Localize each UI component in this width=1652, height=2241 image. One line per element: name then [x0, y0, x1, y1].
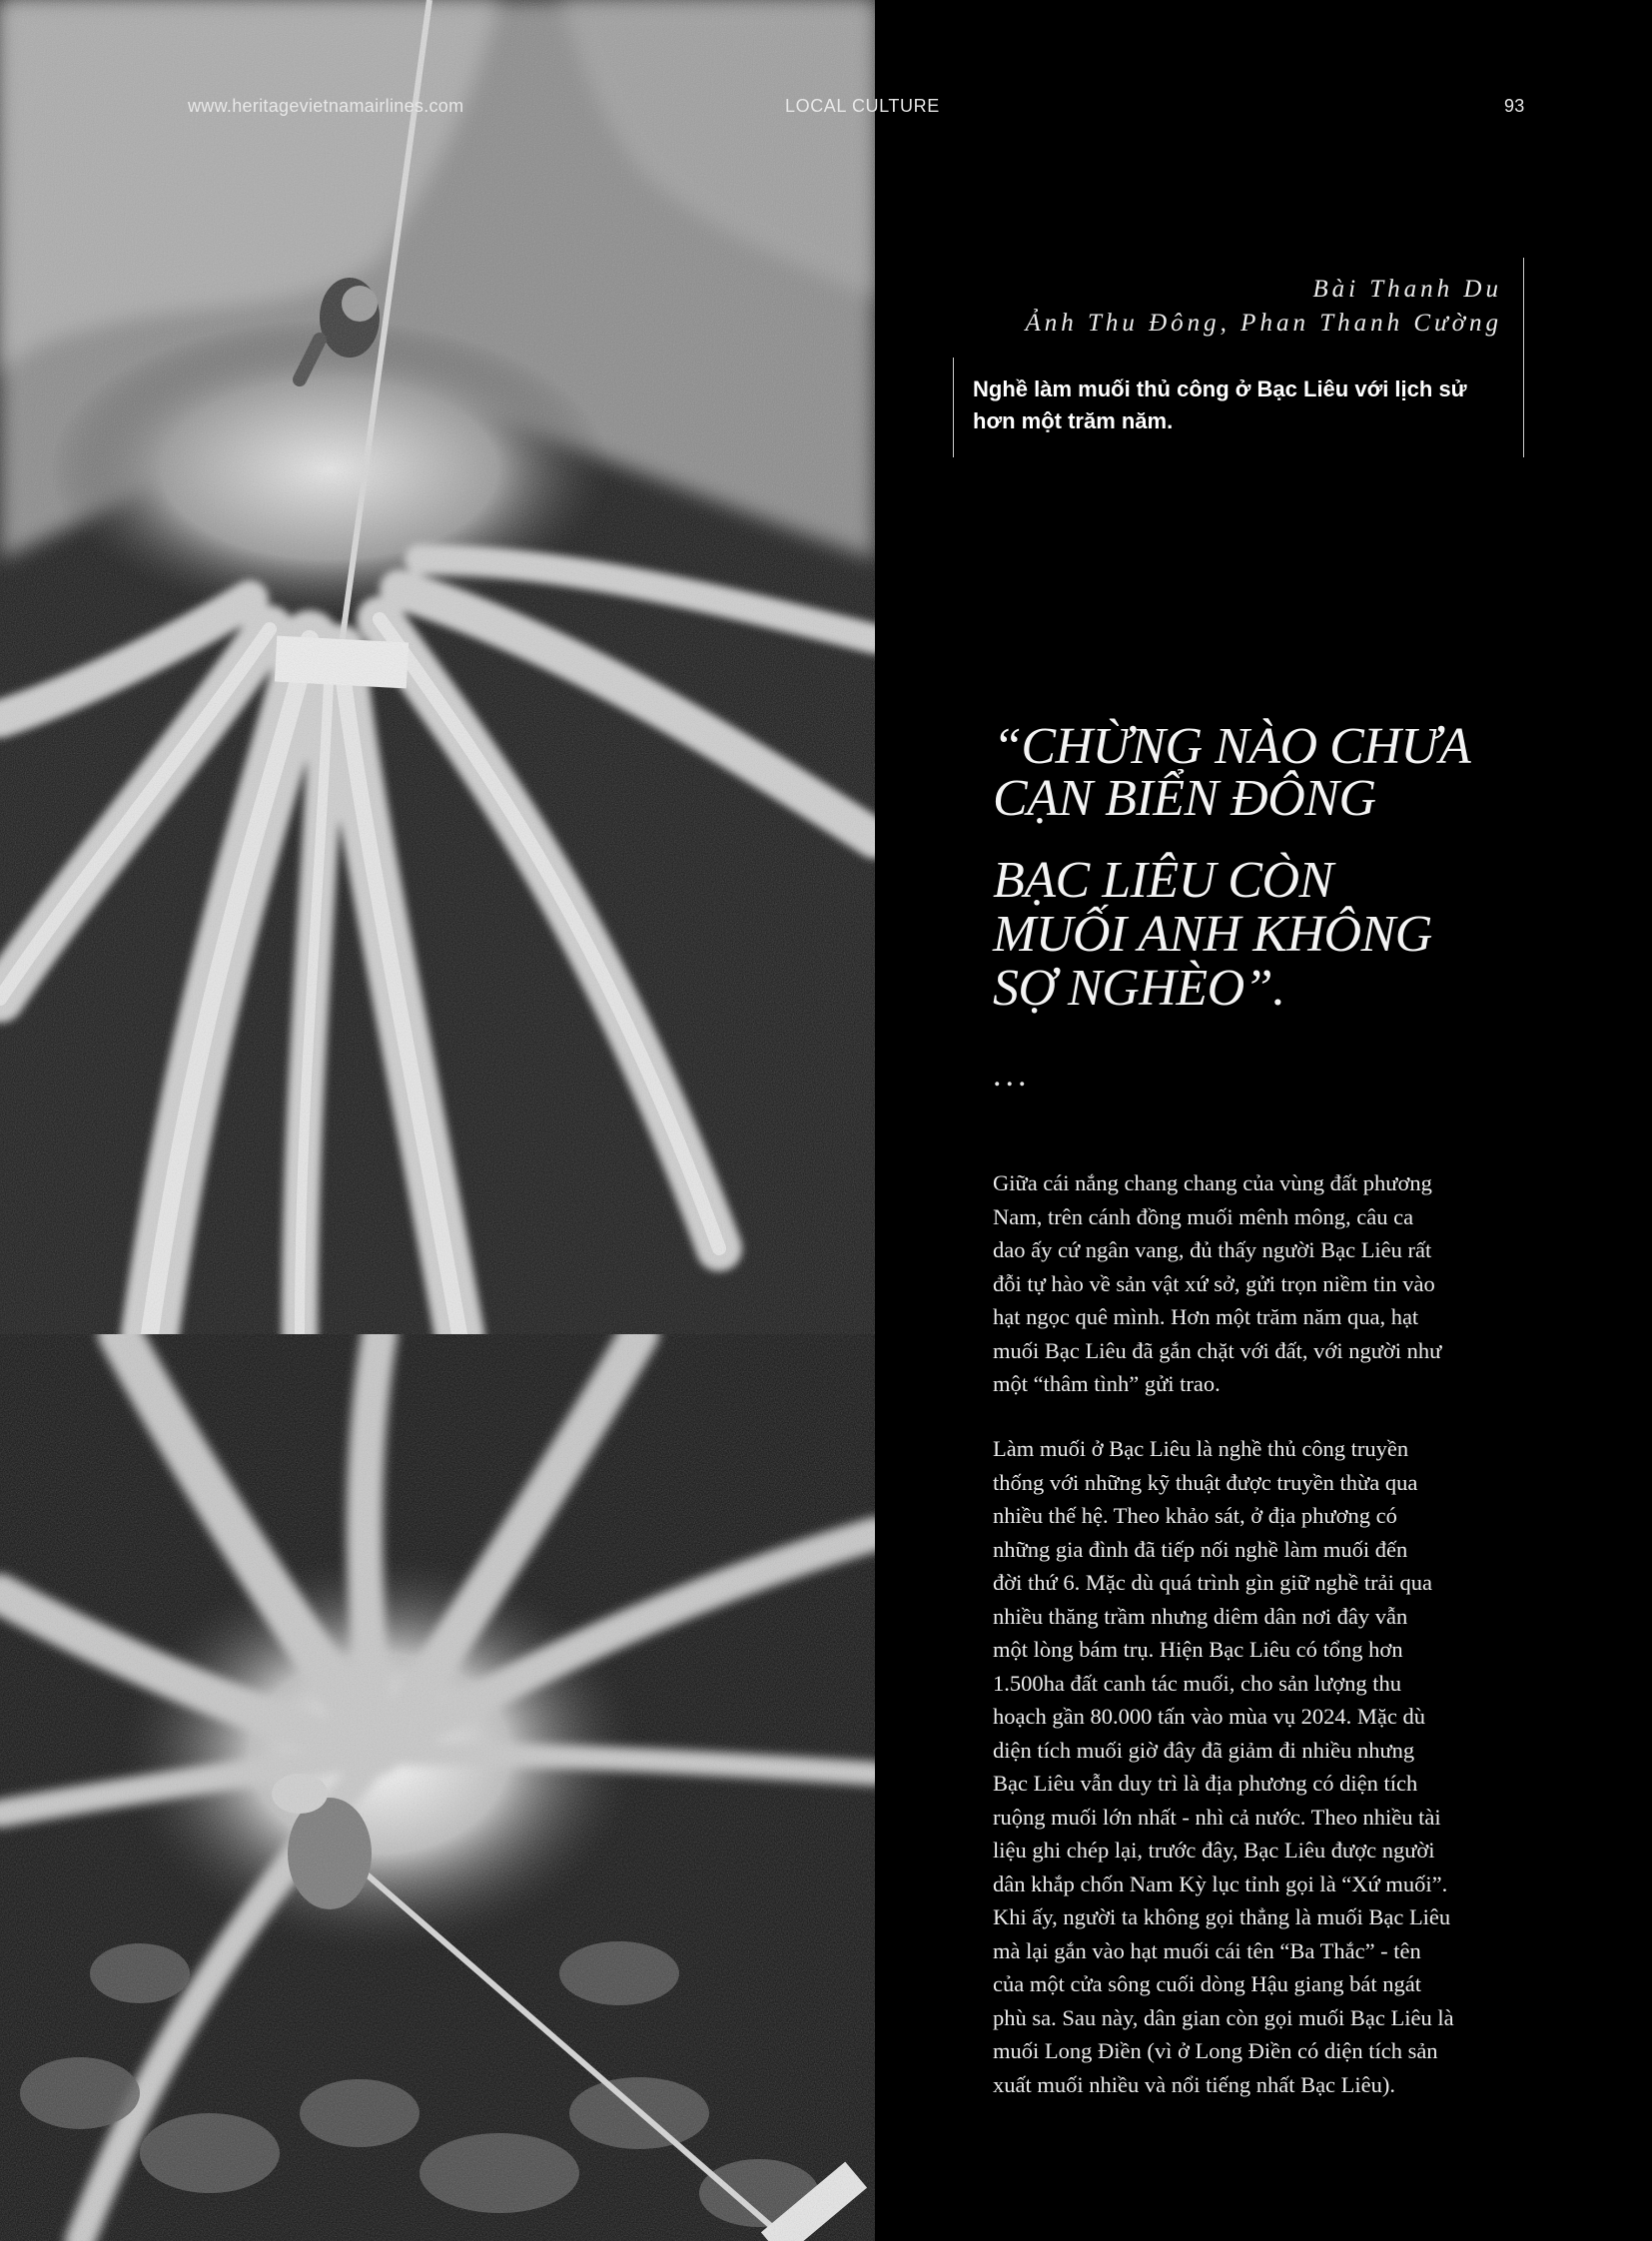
body-line: ruộng muối lớn nhất - nhì cả nước. Theo nhiều tài	[993, 1804, 1441, 1830]
standfirst-line: hơn một trăm năm.	[973, 408, 1174, 433]
body-line: Nam, trên cánh đồng muối mênh mông, câu ca	[993, 1203, 1414, 1229]
body-line: những gia đình đã tiếp nối nghề làm muối đến	[993, 1536, 1408, 1562]
pull-quote-line: BẠC LIÊU CÒN	[993, 852, 1333, 909]
salt-field-photo-bottom	[0, 1334, 875, 2241]
section-label: LOCAL CULTURE	[785, 96, 940, 116]
salt-field-photo-top	[0, 0, 875, 1334]
body-line: nhiều thăng trầm nhưng diêm dân nơi đây vẫn	[993, 1603, 1408, 1629]
body-line: Làm muối ở Bạc Liêu là nghề thủ công truyền	[993, 1436, 1409, 1461]
body-line: dao ấy cứ ngân vang, đủ thấy người Bạc Liêu rất	[993, 1237, 1432, 1262]
body-line: đời thứ 6. Mặc dù quá trình gìn giữ nghề trải qua	[993, 1570, 1432, 1595]
body-paragraph-2	[993, 1432, 1500, 2101]
page-number: 93	[1504, 96, 1525, 116]
body-paragraph-1	[993, 1166, 1500, 1401]
pull-quote-line: SỢ NGHÈO”.	[993, 960, 1285, 1017]
body-line: hạt ngọc quê mình. Hơn một trăm năm qua, hạt	[993, 1304, 1419, 1329]
body-line: 1.500ha đất canh tác muối, cho sản lượng thu	[993, 1670, 1401, 1696]
body-line: phù sa. Sau này, dân gian còn gọi muối Bạc Liêu là	[993, 2004, 1454, 2030]
body-line: thống với những kỹ thuật được truyền thừa qua	[993, 1469, 1418, 1495]
body-line: xuất muối nhiều và nổi tiếng nhất Bạc Liêu).	[993, 2071, 1396, 2097]
standfirst-line: Nghề làm muối thủ công ở Bạc Liêu với lịch sử	[973, 376, 1467, 401]
pull-quote-ellipsis: ...	[993, 1057, 1031, 1094]
pull-quote-line: “CHỪNG NÀO CHƯA	[993, 718, 1471, 775]
pull-quote-line: CẠN BIỂN ĐÔNG	[993, 770, 1376, 827]
body-line: mà lại gắn vào hạt muối cái tên “Ba Thắc” - tên	[993, 1937, 1421, 1963]
site-url[interactable]: www.heritagevietnamairlines.com	[188, 96, 464, 116]
body-line: nhiều thế hệ. Theo khảo sát, ở địa phương có	[993, 1503, 1397, 1528]
body-line: một lòng bám trụ. Hiện Bạc Liêu có tổng hơn	[993, 1637, 1403, 1662]
standfirst	[973, 374, 1492, 437]
body-line: hoạch gần 80.000 tấn vào mùa vụ 2024. Mặc dù	[993, 1704, 1426, 1729]
body-line: một “thâm tình” gửi trao.	[993, 1371, 1221, 1396]
body-line: đỗi tự hào về sản vật xứ sở, gửi trọn niềm tin vào	[993, 1270, 1435, 1296]
box-rule-right	[1523, 258, 1524, 457]
body-line: muối Long Điền (vì ở Long Điền có diện tích sản	[993, 2038, 1438, 2063]
body-line: muối Bạc Liêu đã gắn chặt với đất, với người như	[993, 1337, 1442, 1363]
body-line: của một cửa sông cuối dòng Hậu giang bát ngát	[993, 1971, 1421, 1996]
byline-photo-credit: Ảnh Thu Đông, Phan Thanh Cường	[1025, 310, 1502, 337]
body-line: liệu ghi chép lại, trước đây, Bạc Liêu được người	[993, 1838, 1435, 1863]
byline-author: Bài Thanh Du	[1312, 276, 1502, 303]
byline-box	[953, 258, 1524, 457]
body-line: Giữa cái nắng chang chang của vùng đất phương	[993, 1170, 1432, 1195]
body-line: dân khắp chốn Nam Kỳ lục tỉnh gọi là “Xứ muối”.	[993, 1870, 1448, 1896]
body-line: Khi ấy, người ta không gọi thẳng là muối Bạc Liêu	[993, 1904, 1451, 1929]
pull-quote-line: MUỐI ANH KHÔNG	[993, 906, 1432, 963]
box-rule-left	[953, 358, 954, 457]
body-line: diện tích muối giờ đây đã giảm đi nhiều nhưng	[993, 1737, 1415, 1763]
body-line: Bạc Liêu vẫn duy trì là địa phương có diện tích	[993, 1771, 1418, 1796]
